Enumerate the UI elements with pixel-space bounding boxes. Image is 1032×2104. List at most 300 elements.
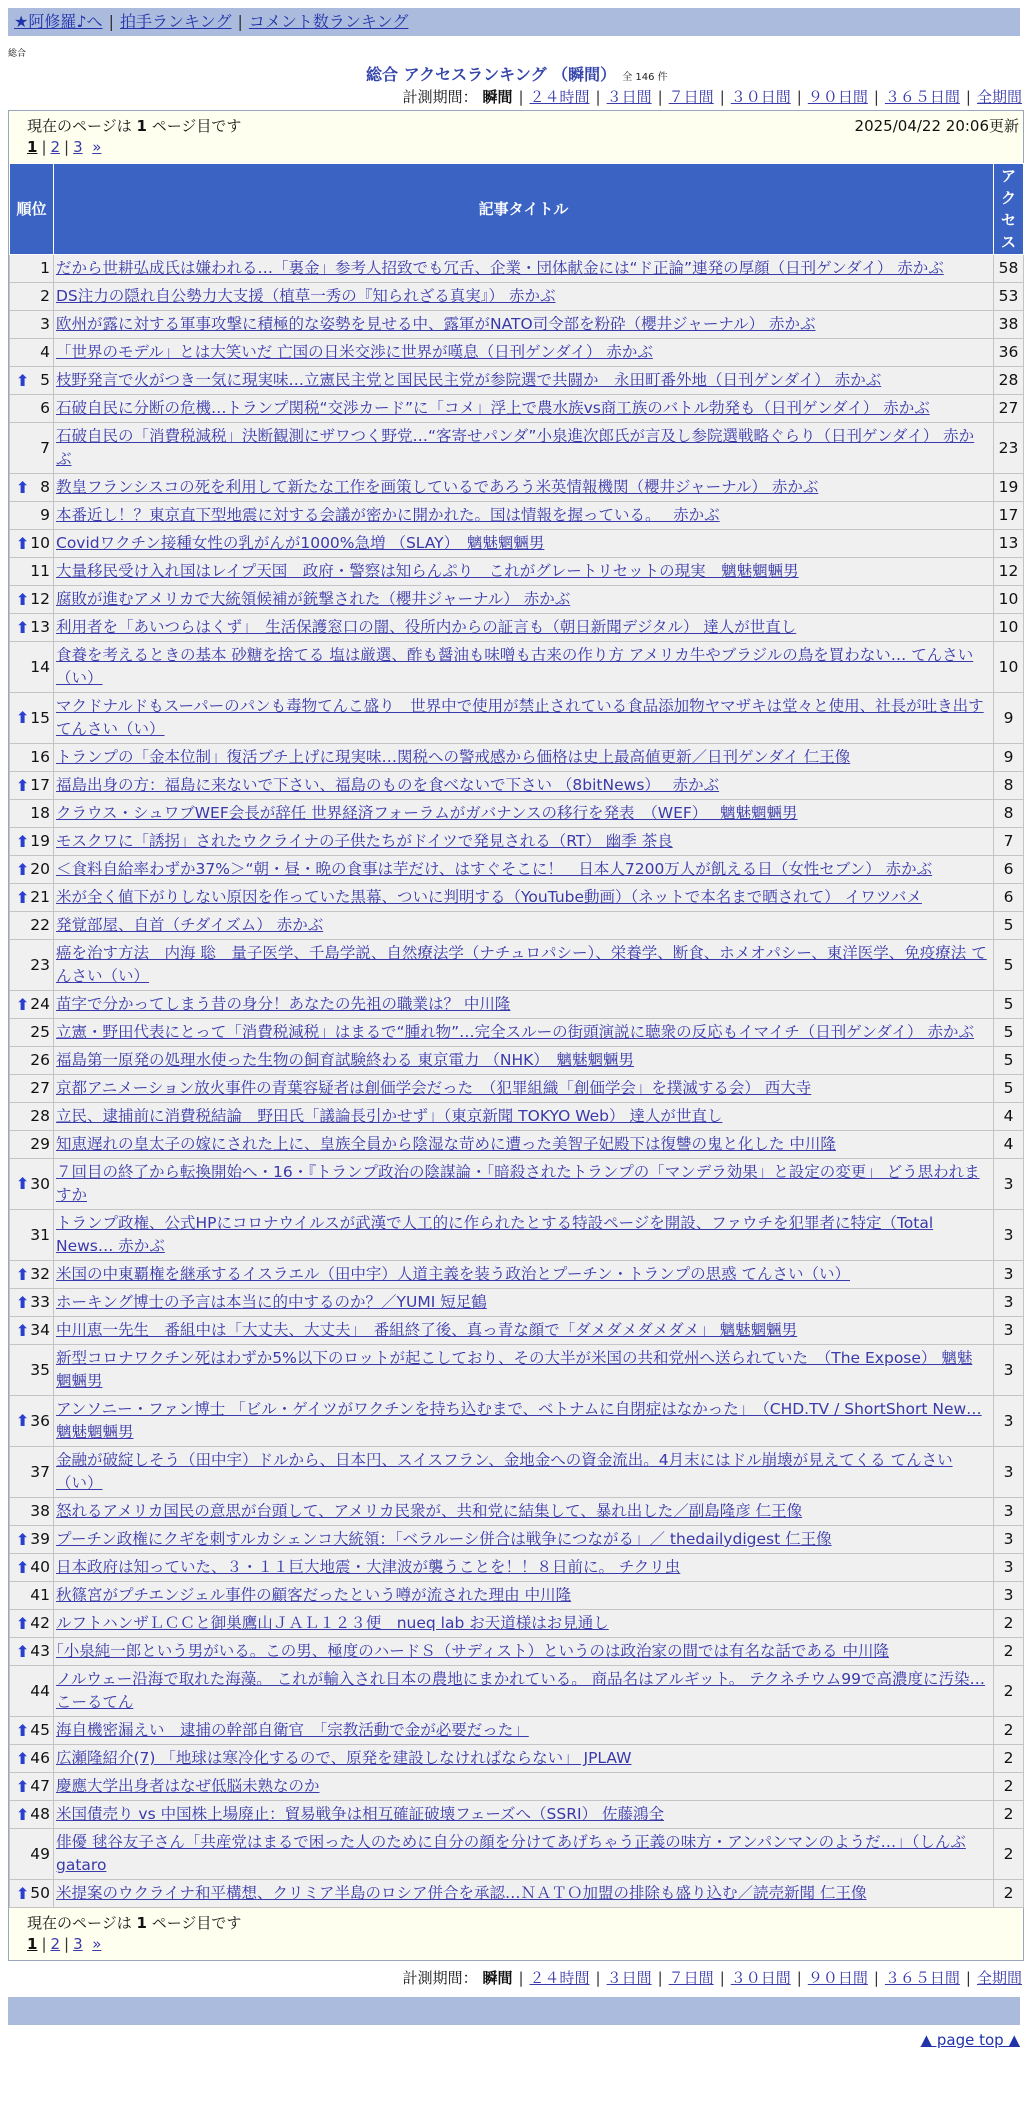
rank-cell [10, 1829, 54, 1880]
article-link[interactable]: 福島第一原発の処理水使った生物の飼育試験終わる 東京電力 （NHK） 魑魅魍魎男 [56, 1051, 635, 1069]
article-link[interactable]: モスクワに「誘拐」されたウクライナの子供たちがドイツで発見される（RT） 幽季 茶良 [56, 832, 673, 850]
access-count: 19 [994, 474, 1024, 502]
rank-cell [10, 1447, 54, 1498]
pager-next[interactable]: » [92, 1935, 102, 1953]
access-count: 27 [994, 395, 1024, 423]
access-count: 5 [994, 912, 1024, 940]
rank-number: 32 [30, 1265, 50, 1283]
rank-number: 15 [30, 708, 50, 727]
article-link[interactable]: 京都アニメーション放火事件の青葉容疑者は創価学会だった （犯罪組織「創価学会」を撲滅する会） 西大寺 [56, 1079, 812, 1097]
title-cell [54, 1345, 994, 1396]
title-cell [54, 367, 994, 395]
period-link-3d[interactable]: ３日間 [606, 88, 652, 106]
title-cell [54, 1261, 994, 1289]
table-row [10, 558, 1024, 586]
table-row [10, 1498, 1024, 1526]
ranking-table [9, 163, 1024, 1908]
article-link[interactable]: アンソニー・ファン博士 「ビル・ゲイツがワクチンを持ち込むまで、ベトナムに自閉症はなかった」 （CHD.TV / ShortShort New… 魑魅魍魎男 [56, 1400, 982, 1441]
table-row [10, 530, 1024, 558]
period-label: 計測期間： [402, 1969, 478, 1987]
article-link[interactable]: 米国債売り vs 中国株上場廃止：貿易戦争は相互確証破壊フェーズへ（SSRI） 佐藤鴻全 [56, 1805, 665, 1823]
article-link[interactable]: プーチン政権にクギを刺すルカシェンコ大統領：「ベラルーシ併合は戦争につながる」／ thedailydigest 仁王像 [56, 1530, 832, 1548]
article-link[interactable]: ルフトハンザＬＣＣと御巣鷹山ＪＡＬ１２３便 nueq lab お天道様はお見通し [56, 1614, 609, 1632]
article-link[interactable]: ホーキング博士の予言は本当に的中するのか？／YUMI 短足鶴 [56, 1293, 487, 1311]
updated-timestamp: 2025/04/22 20:06更新 [854, 117, 1019, 135]
article-link[interactable]: 「世界のモデル」とは大笑いだ 亡国の日米交渉に世界が嘆息（日刊ゲンダイ） 赤かぶ [56, 343, 653, 361]
rank-number: 35 [30, 1360, 50, 1379]
rank-number: 37 [30, 1462, 50, 1481]
rank-cell [10, 693, 54, 744]
table-row [10, 1526, 1024, 1554]
table-row [10, 991, 1024, 1019]
rank-number: 22 [30, 916, 50, 934]
access-count: 10 [994, 586, 1024, 614]
table-row [10, 586, 1024, 614]
table-row [10, 1801, 1024, 1829]
title-cell [54, 1880, 994, 1908]
pager-next[interactable]: » [92, 138, 102, 156]
up-arrow-icon: ⬆ [16, 1613, 30, 1633]
article-link[interactable]: 福島出身の方：福島に来ないで下さい、福島のものを食べないで下さい （8bitNews） 赤かぶ [56, 776, 720, 794]
access-count: 5 [994, 1075, 1024, 1103]
rank-cell [10, 367, 54, 395]
title-cell [54, 395, 994, 423]
title-cell [54, 1075, 994, 1103]
rank-cell [10, 530, 54, 558]
pager-bottom: 1 | 2 | 3 » [27, 1935, 102, 1953]
rank-cell [10, 1345, 54, 1396]
up-arrow-icon: ⬆ [16, 994, 30, 1014]
up-arrow-icon: ⬆ [16, 1174, 30, 1193]
rank-cell [10, 1582, 54, 1610]
period-label: 計測期間： [402, 88, 478, 106]
article-link[interactable]: 米提案のウクライナ和平構想、クリミア半島のロシア併合を承認…ＮＡＴＯ加盟の排除も盛り込む／読売新聞 仁王像 [56, 1884, 867, 1902]
applause-ranking-link[interactable]: 拍手ランキング [119, 12, 232, 31]
rank-number: 13 [30, 618, 50, 636]
rank-cell [10, 642, 54, 693]
article-link[interactable]: 発覚部屋、自首（チダイズム） 赤かぶ [56, 916, 324, 934]
rank-number: 2 [40, 287, 50, 305]
title-cell [54, 339, 994, 367]
table-row [10, 940, 1024, 991]
rank-number: 41 [30, 1586, 50, 1604]
access-count: 9 [994, 693, 1024, 744]
article-link[interactable]: 日本政府は知っていた、３・１１巨大地震・大津波が襲うことを！！８日前に。 チクリ虫 [56, 1558, 681, 1576]
table-row [10, 1880, 1024, 1908]
article-link[interactable]: トランプ政権、公式HPにコロナウイルスが武漢で人工的に作られたとする特設ページを開設、ファウチを犯罪者に特定（Total News… 赤かぶ [56, 1214, 934, 1255]
table-row [10, 395, 1024, 423]
title-cell [54, 1582, 994, 1610]
ranking-panel [8, 110, 1024, 1961]
period-link-all[interactable]: 全期間 [976, 88, 1022, 106]
title-cell [54, 474, 994, 502]
period-link-90d[interactable]: ９０日間 [807, 88, 868, 106]
title-cell [54, 1526, 994, 1554]
title-cell [54, 1829, 994, 1880]
up-arrow-icon: ⬆ [16, 1557, 30, 1577]
table-header-row [10, 164, 1024, 255]
rank-number: 9 [40, 506, 50, 524]
up-arrow-icon: ⬆ [16, 1776, 30, 1796]
article-link[interactable]: 中川恵一先生 番組中は「大丈夫、大丈夫」 番組終了後、真っ青な顔で「ダメダメダメダメ」 魑魅魍魎男 [56, 1321, 798, 1339]
article-link[interactable]: 立民、逮捕前に消費税結論 野田氏「議論長引かせず」（東京新聞 TOKYO Web） 達人が世直し [56, 1107, 723, 1125]
title-cell [54, 1554, 994, 1582]
access-count: 8 [994, 772, 1024, 800]
access-count: 2 [994, 1610, 1024, 1638]
rank-cell [10, 744, 54, 772]
total-count: 全 146 件 [622, 72, 668, 83]
access-count: 36 [994, 339, 1024, 367]
up-arrow-icon: ⬆ [16, 1529, 30, 1549]
access-count: 2 [994, 1829, 1024, 1880]
access-count: 3 [994, 1261, 1024, 1289]
pager-top: 1 | 2 | 3 » [27, 138, 102, 156]
rank-number: 47 [30, 1777, 50, 1795]
rank-number: 24 [30, 995, 50, 1013]
period-selector-bottom: 計測期間： 瞬間 | ２４時間 | ３日間 | ７日間 | ３０日間 | ９０日間 | ３６５日間 | 全期間 [402, 1969, 1022, 1987]
title-cell [54, 283, 994, 311]
access-count: 3 [994, 1447, 1024, 1498]
rank-cell [10, 1103, 54, 1131]
rank-cell [10, 884, 54, 912]
period-selector-top: 計測期間： 瞬間 | ２４時間 | ３日間 | ７日間 | ３０日間 | ９０日間 | ３６５日間 | 全期間 [402, 88, 1022, 106]
up-arrow-icon: ⬆ [16, 1292, 30, 1312]
access-count: 38 [994, 311, 1024, 339]
rank-number: 10 [30, 534, 50, 552]
title-cell [54, 1047, 994, 1075]
rank-cell [10, 1289, 54, 1317]
access-count: 7 [994, 828, 1024, 856]
rank-number: 28 [30, 1107, 50, 1125]
access-count: 3 [994, 1345, 1024, 1396]
table-row [10, 1610, 1024, 1638]
title-cell [54, 828, 994, 856]
table-row [10, 856, 1024, 884]
article-link[interactable]: 秋篠宮がプチエンジェル事件の顧客だったという噂が流された理由 中川隆 [56, 1586, 572, 1604]
article-link[interactable]: DS注力の隠れ自公勢力大支援（植草一秀の『知られざる真実』） 赤かぶ [56, 287, 556, 305]
title-cell [54, 1289, 994, 1317]
rank-cell [10, 1047, 54, 1075]
up-arrow-icon: ⬆ [16, 859, 30, 879]
period-link-3d[interactable]: ３日間 [606, 1969, 652, 1987]
home-link[interactable]: ★阿修羅♪へ [14, 12, 103, 31]
table-row [10, 1131, 1024, 1159]
pager-page-2[interactable]: 2 [50, 1935, 61, 1953]
article-link[interactable]: ノルウェー沿海で取れた海藻。 これが輸入され日本の農地にまかれている。 商品名はアルギット。 テクネチウム99で高濃度に汚染… こーるてん [56, 1670, 986, 1711]
rank-number: 30 [30, 1174, 50, 1193]
title-cell [54, 642, 994, 693]
article-link[interactable]: 枝野発言で火がつき一気に現実味…立憲民主党と国民民主党が参院選で共闘か 永田町番外地（日刊ゲンダイ） 赤かぶ [56, 371, 882, 389]
up-arrow-icon: ⬆ [16, 1264, 30, 1284]
rank-number: 8 [40, 478, 50, 496]
table-row [10, 1666, 1024, 1717]
rank-cell [10, 1638, 54, 1666]
rank-cell [10, 772, 54, 800]
article-link[interactable]: 大量移民受け入れ国はレイプ天国 政府・警察は知らんぷり これがグレートリセットの現実 魑魅魍魎男 [56, 562, 799, 580]
header-title: 記事タイトル [54, 164, 994, 255]
rank-cell [10, 283, 54, 311]
table-row [10, 1047, 1024, 1075]
category-label: 総合 [8, 49, 27, 59]
access-count: 8 [994, 800, 1024, 828]
rank-cell [10, 614, 54, 642]
table-row [10, 1261, 1024, 1289]
access-count: 3 [994, 1159, 1024, 1210]
rank-cell [10, 1131, 54, 1159]
article-link[interactable]: 石破自民に分断の危機…トランプ関税“交渉カード”に「コメ」浮上で農水族vs商工族のバトル勃発も（日刊ゲンダイ） 赤かぶ [56, 399, 930, 417]
article-link[interactable]: 欧州が露に対する軍事攻撃に積極的な姿勢を見せる中、露軍がNATO司令部を粉砕（櫻井ジャーナル） 赤かぶ [56, 315, 816, 333]
rank-number: 43 [30, 1642, 50, 1660]
period-link-30d[interactable]: ３０日間 [730, 88, 791, 106]
table-row [10, 1554, 1024, 1582]
period-link-365d[interactable]: ３６５日間 [884, 1969, 960, 1987]
up-arrow-icon: ⬆ [16, 887, 30, 907]
pager-current: 1 [27, 138, 38, 156]
up-arrow-icon: ⬆ [16, 1641, 30, 1661]
article-link[interactable]: ７回目の終了から転換開始へ・16・『トランプ政治の陰謀論・「暗殺されたトランプの「マンデラ効果」と設定の変更」 どう思われますか [56, 1163, 980, 1204]
table-row [10, 1396, 1024, 1447]
table-row [10, 884, 1024, 912]
access-count: 2 [994, 1638, 1024, 1666]
article-link[interactable]: 石破自民の「消費税減税」決断観測にザワつく野党…“客寄せパンダ”小泉進次郎氏が言及し参院選戦略ぐらり（日刊ゲンダイ） 赤かぶ [56, 427, 975, 468]
article-link[interactable]: だから世耕弘成氏は嫌われる…「裏金」参考人招致でも冗舌、企業・団体献金には“ド正論”連発の厚顔（日刊ゲンダイ） 赤かぶ [56, 259, 944, 277]
page-top-link[interactable]: ▲ page top ▲ [920, 2031, 1020, 2049]
rank-number: 20 [30, 860, 50, 878]
up-arrow-icon: ⬆ [16, 370, 30, 390]
access-count: 9 [994, 744, 1024, 772]
period-link-30d[interactable]: ３０日間 [730, 1969, 791, 1987]
pager-page-2[interactable]: 2 [50, 138, 61, 156]
rank-number: 40 [30, 1558, 50, 1576]
rank-cell [10, 1554, 54, 1582]
rank-number: 14 [30, 657, 50, 676]
title-cell [54, 1666, 994, 1717]
access-count: 58 [994, 255, 1024, 283]
title-cell [54, 1717, 994, 1745]
table-row [10, 693, 1024, 744]
period-link-7d[interactable]: ７日間 [668, 88, 714, 106]
page-info: 現在のページは 1 ページ目です [27, 117, 242, 135]
rank-cell [10, 1717, 54, 1745]
rank-cell [10, 502, 54, 530]
up-arrow-icon: ⬆ [16, 1748, 30, 1768]
table-row [10, 1582, 1024, 1610]
rank-cell [10, 1317, 54, 1345]
header-access: アクセス [994, 164, 1024, 255]
up-arrow-icon: ⬆ [16, 775, 30, 795]
article-link[interactable]: 怒れるアメリカ国民の意思が台頭して、アメリカ民衆が、共和党に結集して、暴れ出した／副島隆彦 仁王像 [56, 1502, 803, 1520]
rank-number: 38 [30, 1502, 50, 1520]
access-count: 2 [994, 1717, 1024, 1745]
rank-number: 45 [30, 1721, 50, 1739]
comment-ranking-link[interactable]: コメント数ランキング [248, 12, 409, 31]
rank-cell [10, 1210, 54, 1261]
article-link[interactable]: 米国の中東覇権を継承するイスラエル（田中宇）人道主義を装う政治とプーチン・トランプの思惑 てんさい（い） [56, 1265, 851, 1283]
rank-cell [10, 1801, 54, 1829]
rank-number: 5 [40, 371, 50, 389]
table-row [10, 255, 1024, 283]
rank-number: 18 [30, 804, 50, 822]
article-link[interactable]: 癌を治す方法 内海 聡 量子医学、千島学説、自然療法学（ナチュロパシー）、栄養学、断食、ホメオパシー、東洋医学、免疫療法 てんさい（い） [56, 944, 987, 985]
article-link[interactable]: 教皇フランシスコの死を利用して新たな工作を画策しているであろう米英情報機関（櫻井ジャーナル） 赤かぶ [56, 478, 819, 496]
rank-cell [10, 395, 54, 423]
rank-number: 29 [30, 1135, 50, 1153]
rank-number: 48 [30, 1805, 50, 1823]
article-link[interactable]: 本番近し！？東京直下型地震に対する会議が密かに開かれた。国は情報を握っている。 赤かぶ [56, 506, 720, 524]
title-cell [54, 1019, 994, 1047]
access-count: 3 [994, 1317, 1024, 1345]
rank-cell [10, 1666, 54, 1717]
table-row [10, 367, 1024, 395]
title-cell [54, 586, 994, 614]
ranking-title: 総合 アクセスランキング （瞬間） [366, 65, 617, 84]
current-page-number: 1 [136, 117, 147, 135]
title-cell [54, 1773, 994, 1801]
access-count: 2 [994, 1880, 1024, 1908]
access-count: 13 [994, 530, 1024, 558]
access-count: 2 [994, 1801, 1024, 1829]
article-link[interactable]: 俳優 毬谷友子さん「共産党はまるで困った人のために自分の顔を分けてあげちゃう正義の味方・アンパンマンのようだ…」（しんぶ gataro [56, 1833, 966, 1874]
access-count: 5 [994, 991, 1024, 1019]
article-link[interactable]: 知恵遅れの皇太子の嫁にされた上に、皇族全員から陰湿な苛めに遭った美智子妃殿下は復讐の鬼と化した 中川隆 [56, 1135, 836, 1153]
table-row [10, 502, 1024, 530]
nav-separator: | [108, 12, 114, 31]
title-cell [54, 912, 994, 940]
up-arrow-icon: ⬆ [16, 589, 30, 609]
header-rank: 順位 [10, 164, 54, 255]
access-count: 10 [994, 614, 1024, 642]
title-cell [54, 1498, 994, 1526]
period-link-all[interactable]: 全期間 [976, 1969, 1022, 1987]
access-count: 53 [994, 283, 1024, 311]
rank-cell [10, 1261, 54, 1289]
up-arrow-icon: ⬆ [16, 1411, 30, 1430]
article-link[interactable]: ＜食料自給率わずか37%＞“朝・昼・晩の食事は芋だけ、はすぐそこに！ 日本人7200万人が飢える日（女性セブン） 赤かぶ [56, 860, 933, 878]
title-cell [54, 255, 994, 283]
article-link[interactable]: トランプの「金本位制」復活ブチ上げに現実味…関税への警戒感から価格は史上最高値更新／日刊ゲンダイ 仁王像 [56, 748, 851, 766]
period-link-24h[interactable]: ２４時間 [529, 88, 590, 106]
table-row [10, 912, 1024, 940]
rank-number: 33 [30, 1293, 50, 1311]
rank-number: 39 [30, 1530, 50, 1548]
rank-number: 36 [30, 1411, 50, 1430]
period-current: 瞬間 [482, 88, 513, 106]
table-row [10, 423, 1024, 474]
nav-separator: | [237, 12, 243, 31]
rank-number: 44 [30, 1681, 50, 1700]
title-cell [54, 884, 994, 912]
title-cell [54, 856, 994, 884]
rank-cell [10, 1075, 54, 1103]
access-count: 3 [994, 1582, 1024, 1610]
table-row [10, 339, 1024, 367]
article-link[interactable]: 米が全く値下がりしない原因を作っていた黒幕、ついに判明する（YouTube動画）（ネットで本名まで晒されて） イワツバメ [56, 888, 922, 906]
rank-cell [10, 311, 54, 339]
current-page-number: 1 [136, 1914, 147, 1932]
access-count: 3 [994, 1210, 1024, 1261]
access-count: 6 [994, 856, 1024, 884]
title-cell [54, 530, 994, 558]
article-link[interactable]: クラウス・シュワブWEF会長が辞任 世界経済フォーラムがガバナンスの移行を発表 （WEF） 魑魅魍魎男 [56, 804, 798, 822]
access-count: 5 [994, 1047, 1024, 1075]
title-cell [54, 772, 994, 800]
rank-cell [10, 991, 54, 1019]
table-row [10, 1210, 1024, 1261]
access-count: 28 [994, 367, 1024, 395]
rank-number: 26 [30, 1051, 50, 1069]
up-arrow-icon: ⬆ [16, 1804, 30, 1824]
article-link[interactable]: 利用者を「あいつらはくず」 生活保護窓口の闇、役所内からの証言も（朝日新聞デジタル） 達人が世直し [56, 618, 797, 636]
rank-cell [10, 940, 54, 991]
article-link[interactable]: 立憲・野田代表にとって「消費税減税」はまるで“腫れ物”…完全スルーの街頭演説に聴衆の反応もイマイチ（日刊ゲンダイ） 赤かぶ [56, 1023, 974, 1041]
rank-cell [10, 1773, 54, 1801]
rank-cell [10, 1526, 54, 1554]
table-row [10, 744, 1024, 772]
rank-cell [10, 800, 54, 828]
period-link-7d[interactable]: ７日間 [668, 1969, 714, 1987]
rank-number: 6 [40, 399, 50, 417]
article-link[interactable]: 広瀬隆紹介(7) 「地球は寒冷化するので、原発を建設しなければならない」 JPLAW [56, 1749, 632, 1767]
title-cell [54, 1317, 994, 1345]
rank-number: 23 [30, 955, 50, 974]
period-link-24h[interactable]: ２４時間 [529, 1969, 590, 1987]
title-cell [54, 1103, 994, 1131]
article-link[interactable]: 金融が破綻しそう（田中宇）ドルから、日本円、スイスフラン、金地金への資金流出。4月末にはドル崩壊が見えてくる てんさい（い） [56, 1451, 953, 1492]
table-row [10, 1019, 1024, 1047]
access-count: 3 [994, 1526, 1024, 1554]
article-link[interactable]: 食養を考えるときの基本 砂糖を捨てる 塩は厳選、酢も醤油も味噌も古来の作り方 アメリカ牛やブラジルの鳥を買わない… てんさい（い） [56, 646, 974, 687]
pager-page-3[interactable]: 3 [73, 138, 83, 156]
table-row [10, 1745, 1024, 1773]
page-title [366, 62, 668, 85]
table-row [10, 1638, 1024, 1666]
article-link[interactable]: ｢小泉純一郎という男がいる。この男、極度のハードＳ（サディスト）というのは政治家の間では有名な話である 中川隆 [56, 1642, 889, 1660]
period-link-90d[interactable]: ９０日間 [807, 1969, 868, 1987]
article-link[interactable]: Covidワクチン接種女性の乳がんが1000%急増 （SLAY） 魑魅魍魎男 [56, 534, 545, 552]
rank-number: 3 [40, 315, 50, 333]
access-count: 5 [994, 1019, 1024, 1047]
table-row [10, 1317, 1024, 1345]
article-link[interactable]: 海自機密漏えい 逮捕の幹部自衛官 「宗教活動で金が必要だった」 [56, 1721, 529, 1739]
rank-number: 7 [40, 438, 50, 457]
title-cell [54, 311, 994, 339]
title-cell [54, 1131, 994, 1159]
article-link[interactable]: 慶應大学出身者はなぜ低脳未熟なのか [56, 1777, 320, 1795]
access-count: 2 [994, 1666, 1024, 1717]
table-row [10, 1103, 1024, 1131]
article-link[interactable]: 新型コロナワクチン死はわずか5%以下のロットが起こしており、その大半が米国の共和党州へ送られていた （The Expose） 魑魅魍魎男 [56, 1349, 973, 1390]
pager-page-3[interactable]: 3 [73, 1935, 83, 1953]
rank-cell [10, 1610, 54, 1638]
article-link[interactable]: 苗字で分かってしまう昔の身分！あなたの先祖の職業は？ 中川隆 [56, 995, 511, 1013]
title-cell [54, 1610, 994, 1638]
period-link-365d[interactable]: ３６５日間 [884, 88, 960, 106]
access-count: 3 [994, 1289, 1024, 1317]
article-link[interactable]: マクドナルドもスーパーのパンも毒物てんこ盛り 世界中で使用が禁止されている食品添加物ヤマザキは堂々と使用、社長が吐き出す てんさい（い） [56, 697, 984, 738]
table-row [10, 1717, 1024, 1745]
article-link[interactable]: 腐敗が進むアメリカで大統領候補が銃撃された（櫻井ジャーナル） 赤かぶ [56, 590, 571, 608]
rank-number: 46 [30, 1749, 50, 1767]
access-count: 3 [994, 1554, 1024, 1582]
title-cell [54, 744, 994, 772]
table-row [10, 642, 1024, 693]
title-cell [54, 1210, 994, 1261]
table-row [10, 772, 1024, 800]
rank-number: 17 [30, 776, 50, 794]
rank-cell [10, 255, 54, 283]
access-count: 3 [994, 1396, 1024, 1447]
rank-number: 1 [40, 259, 50, 277]
